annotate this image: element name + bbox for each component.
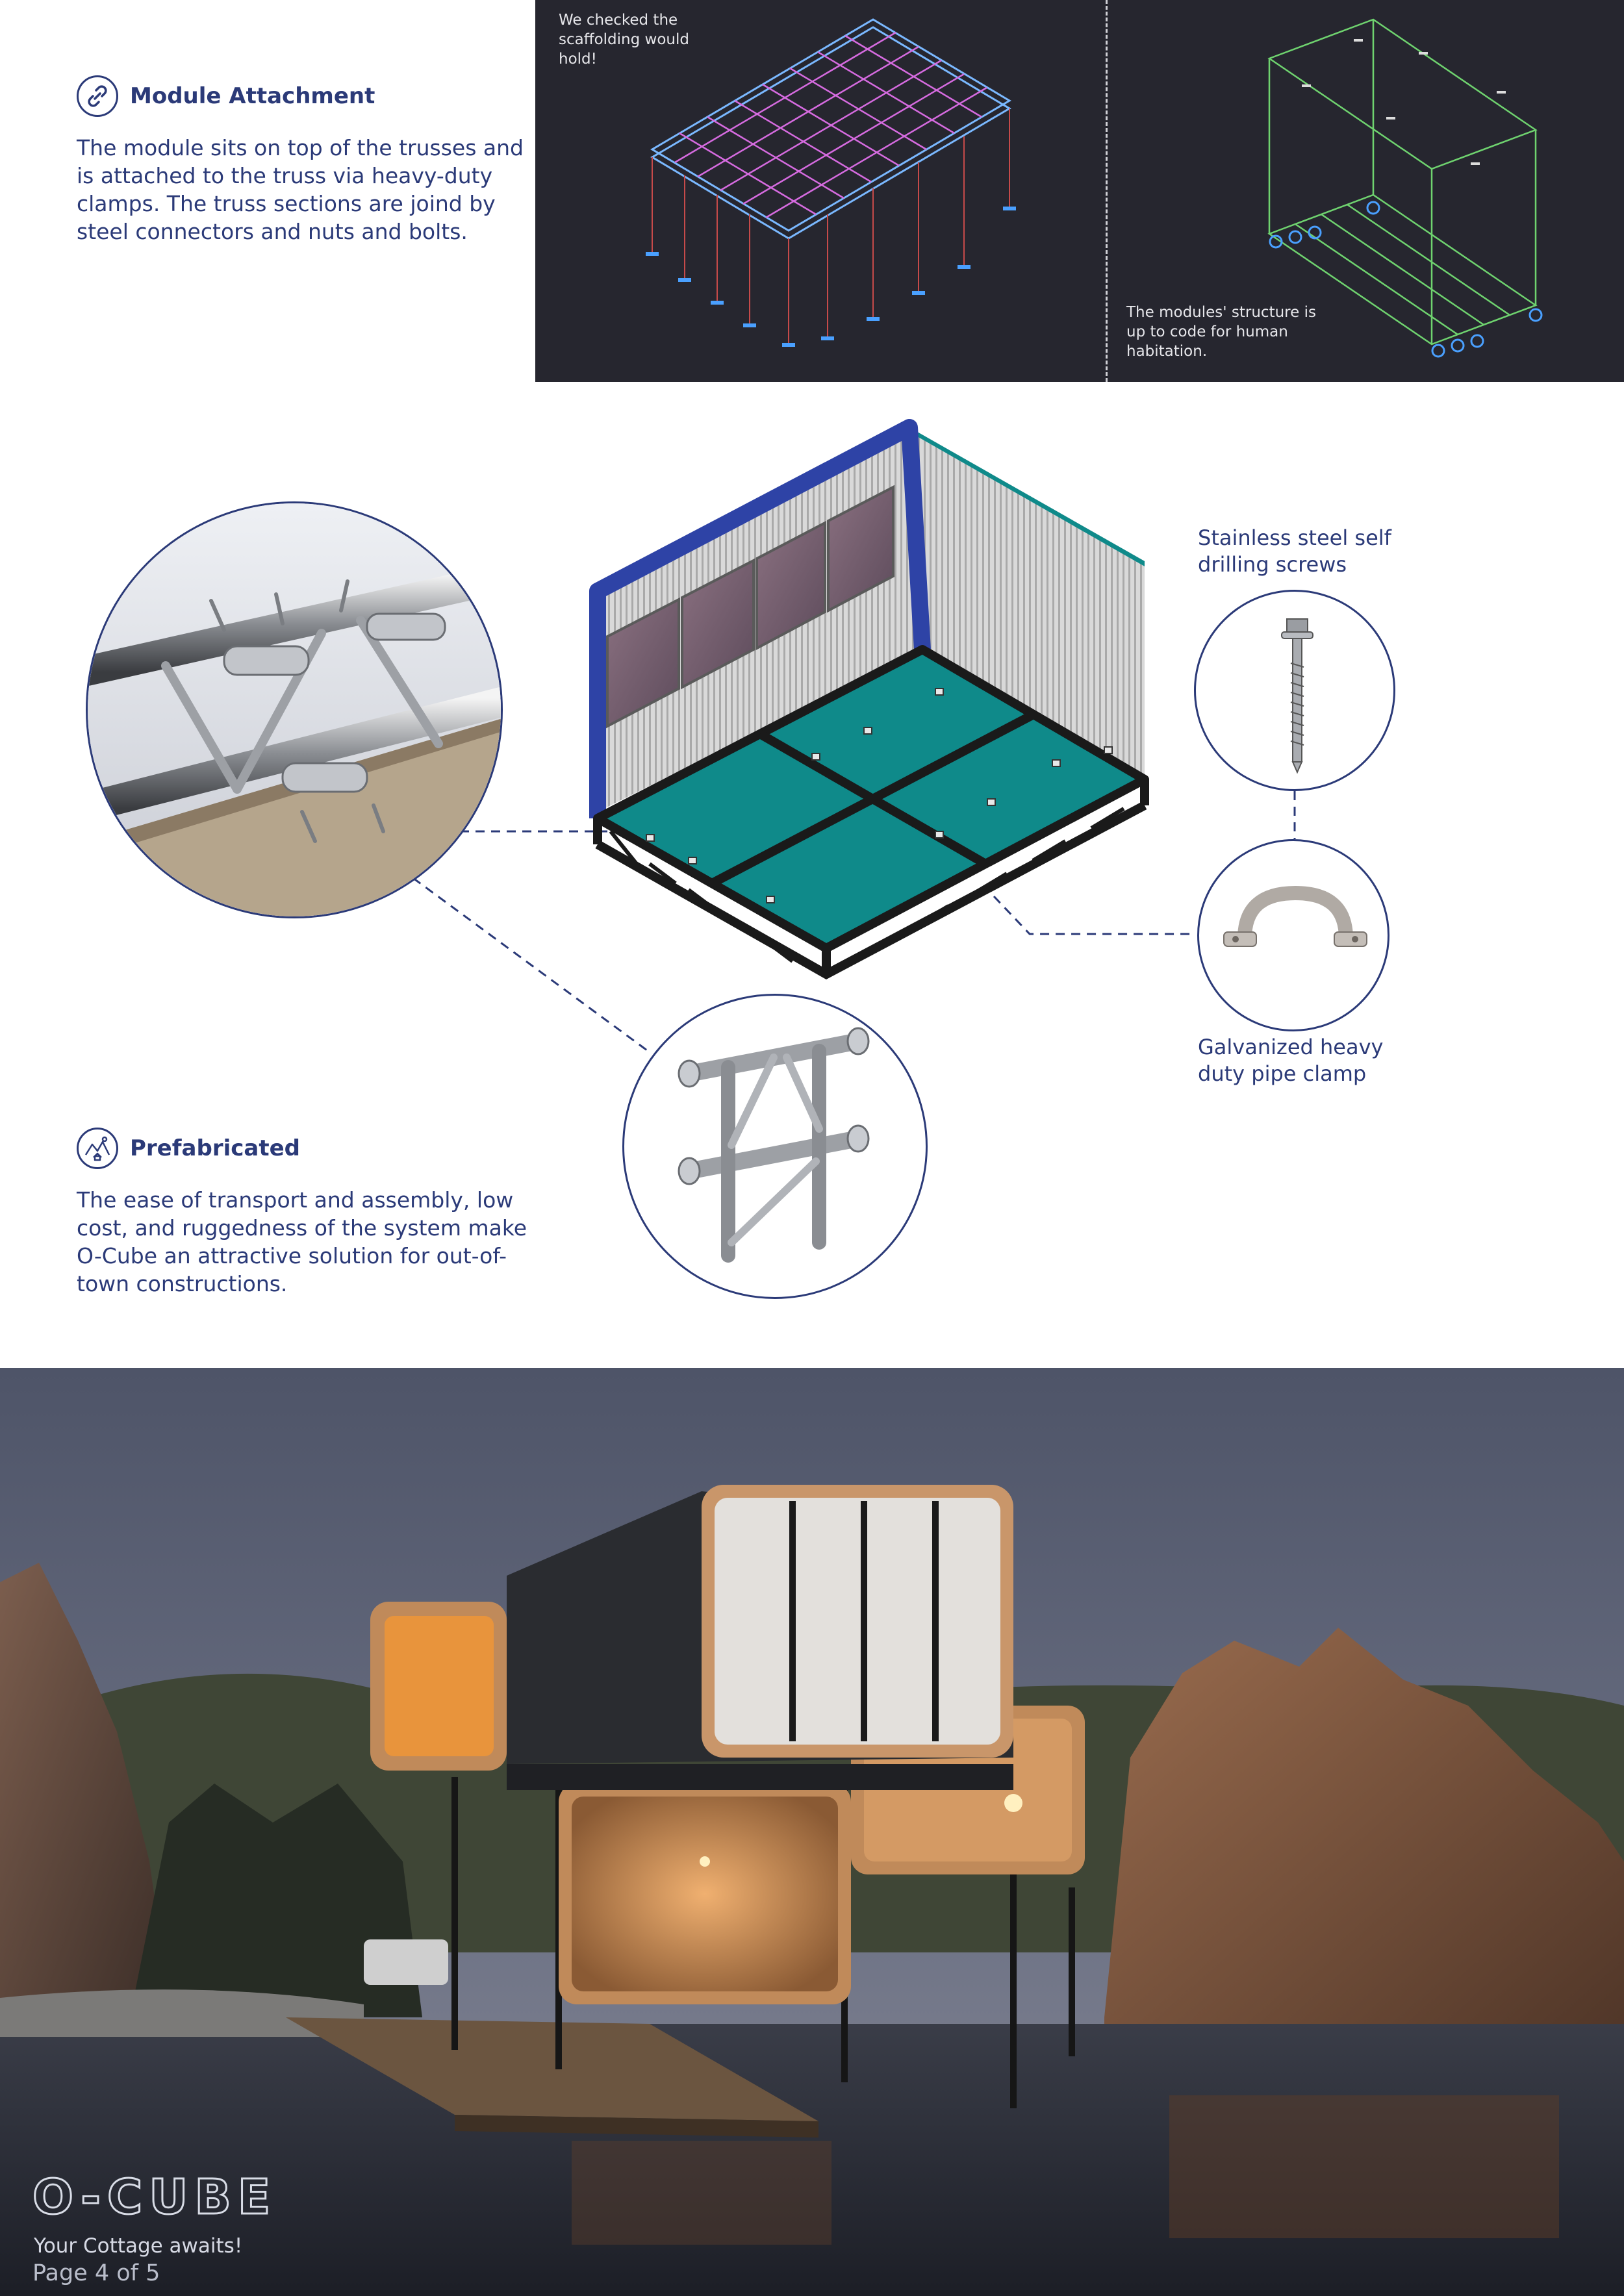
truss-connector-detail xyxy=(86,501,503,918)
pipe-clamp-detail xyxy=(1197,839,1389,1031)
truss-section-detail xyxy=(622,994,928,1299)
screws-callout: Stainless steel self drilling screws xyxy=(1198,525,1391,577)
house-mountain-icon xyxy=(77,1128,118,1169)
cad-note-structure: The modules' structure is up to code for human habitation. xyxy=(1126,304,1316,360)
prefabricated-body: The ease of transport and assembly, low cost, and ruggedness of the system make O-Cube an attractive solution for out-of-town constructions. xyxy=(77,1187,527,1296)
page-number: Page 4 of 5 xyxy=(32,2260,160,2286)
tagline: Your Cottage awaits! xyxy=(34,2234,243,2258)
cottage-photo xyxy=(0,1368,1624,2296)
module-attachment-title: Module Attachment xyxy=(130,83,375,109)
prefabricated-header xyxy=(77,1128,531,1169)
module-isometric-illustration xyxy=(585,416,1156,987)
screw-detail xyxy=(1194,590,1395,791)
brand-logo: O-CUBE xyxy=(32,2169,277,2225)
prefabricated-title: Prefabricated xyxy=(130,1135,300,1161)
clamp-callout: Galvanized heavy duty pipe clamp xyxy=(1198,1035,1384,1086)
module-attachment-body: The module sits on top of the trusses and is attached to the truss via heavy-duty clamps. The truss sections are joind by steel connectors and nuts and bolts. xyxy=(77,135,524,244)
cad-note-scaffolding: We checked the scaffolding would hold! xyxy=(559,12,689,68)
prefabricated-section xyxy=(77,1128,531,1298)
